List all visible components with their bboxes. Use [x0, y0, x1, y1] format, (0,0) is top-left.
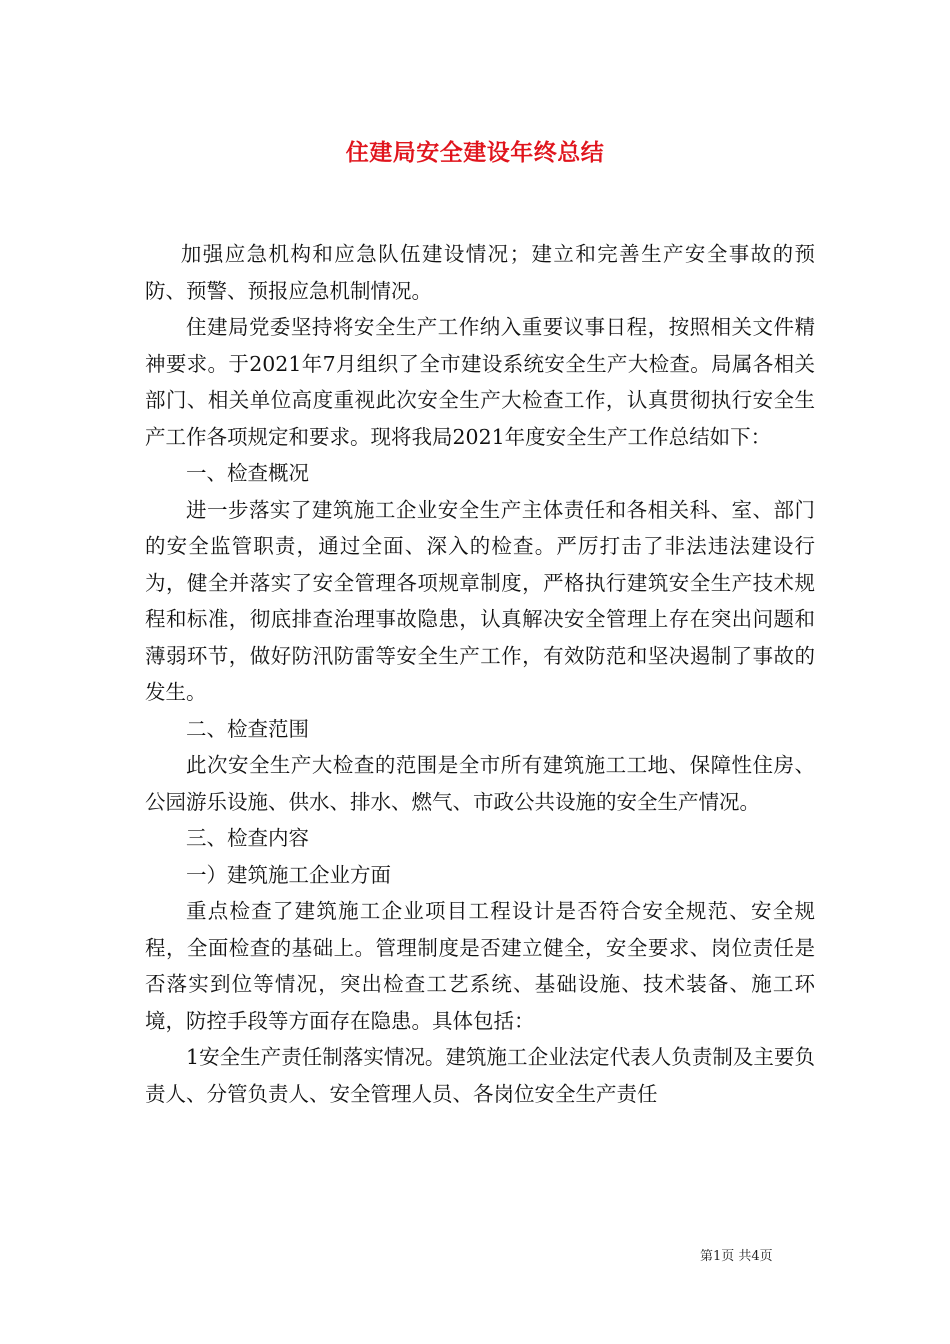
- paragraph: 加强应急机构和应急队伍建设情况；建立和完善生产安全事故的预防、预警、预报应急机制情况。: [145, 242, 815, 303]
- section-heading: 二、检查范围: [186, 716, 309, 741]
- page-number: 第1页 共4页: [700, 1249, 773, 1264]
- section-heading: 三、检查内容: [186, 826, 309, 850]
- paragraph: 此次安全生产大检查的范围是全市所有建筑施工工地、保障性住房、公园游乐设施、供水、排水、燃气、市政公共设施的安全生产情况。: [145, 753, 815, 814]
- paragraph: 住建局党委坚持将安全生产工作纳入重要议事日程，按照相关文件精神要求。于2021年7月组织了全市建设系统安全生产大检查。局属各相关部门、相关单位高度重视此次安全生产大检查工作，认真贯彻执行安全生产工作各项规定和要求。现将我局2021年度安全生产工作总结如下：: [145, 315, 815, 449]
- paragraph: 1安全生产责任制落实情况。建筑施工企业法定代表人负责制及主要负责人、分管负责人、安全管理人员、各岗位安全生产责任: [145, 1045, 815, 1106]
- section-heading: 一、检查概况: [186, 461, 309, 485]
- document-body: [145, 236, 815, 1112]
- document-title: 住建局安全建设年终总结: [345, 139, 605, 166]
- subsection-heading: 一）建筑施工企业方面: [186, 862, 391, 887]
- paragraph: 重点检查了建筑施工企业项目工程设计是否符合安全规范、安全规程，全面检查的基础上。管理制度是否建立健全，安全要求、岗位责任是否落实到位等情况，突出检查工艺系统、基础设施、技术装备、施工环境，防控手段等方面存在隐患。具体包括：: [145, 899, 815, 1033]
- paragraph: 进一步落实了建筑施工企业安全生产主体责任和各相关科、室、部门的安全监管职责，通过全面、深入的检查。严厉打击了非法违法建设行为，健全并落实了安全管理各项规章制度，严格执行建筑安全生产技术规程和标准，彻底排查治理事故隐患，认真解决安全管理上存在突出问题和薄弱环节，做好防汛防雷等安全生产工作，有效防范和坚决遏制了事故的发生。: [145, 497, 815, 704]
